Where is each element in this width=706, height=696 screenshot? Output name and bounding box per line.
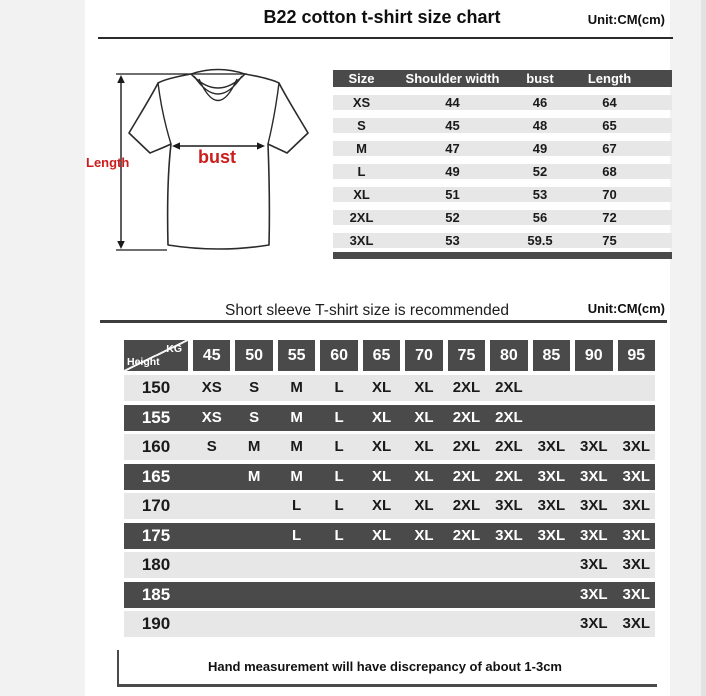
matrix-size-cell: 2XL	[495, 467, 523, 485]
matrix-weight-header-cell: 95	[618, 340, 655, 371]
matrix-size-cell: XL	[414, 526, 434, 544]
matrix-weight-header-cell: 70	[405, 340, 442, 371]
matrix-weight-header-cell: 50	[235, 340, 272, 371]
matrix-size-cell	[533, 375, 570, 401]
matrix-size-cell: XL	[414, 379, 434, 396]
matrix-size-cell	[278, 582, 315, 608]
size-table-cell: XL	[353, 187, 370, 202]
matrix-row	[124, 464, 655, 490]
matrix-size-cell	[235, 582, 272, 608]
matrix-size-cell	[405, 552, 442, 578]
right-edge-strip	[701, 0, 706, 696]
matrix-size-cell: XS	[201, 408, 222, 426]
matrix-size-cell	[533, 552, 570, 578]
matrix-weight-header-cell: 90	[575, 340, 612, 371]
matrix-size-cell	[490, 611, 527, 637]
matrix-size-cell: 3XL	[537, 467, 566, 485]
size-table-cell: S	[357, 118, 366, 133]
matrix-size-cell: XL	[371, 379, 392, 396]
matrix-weight-header-cell: 85	[533, 340, 570, 371]
size-table-cell: 48	[532, 118, 548, 133]
matrix-size-cell: L	[334, 438, 344, 455]
matrix-size-cell: 3XL	[622, 438, 651, 455]
matrix-size-cell: 3XL	[622, 467, 651, 485]
matrix-size-cell: XL	[371, 526, 392, 544]
matrix-size-cell	[405, 582, 442, 608]
size-table-row	[333, 233, 672, 248]
matrix-weight-header-cell: 45	[193, 340, 230, 371]
matrix-row	[124, 434, 655, 460]
matrix-size-cell: L	[334, 408, 344, 426]
matrix-size-cell	[193, 523, 230, 549]
size-table-footer-bar	[333, 252, 672, 259]
matrix-size-cell	[533, 582, 570, 608]
size-table-cell: 52	[532, 164, 548, 179]
matrix-size-cell: XL	[414, 497, 434, 514]
matrix-size-cell	[320, 611, 357, 637]
length-label: Length	[86, 155, 130, 170]
matrix-height-cell: 175	[141, 525, 171, 545]
matrix-size-cell: S	[249, 408, 260, 426]
size-table-header-cell: Shoulder width	[405, 71, 500, 86]
matrix-size-cell: 2XL	[452, 408, 481, 426]
unit-label-top: Unit:CM(cm)	[587, 12, 665, 27]
matrix-size-cell: L	[334, 526, 344, 544]
matrix-size-cell: 2XL	[452, 526, 481, 544]
matrix-height-cell: 165	[141, 466, 171, 486]
matrix-size-cell	[193, 582, 230, 608]
matrix-height-cell: 170	[141, 496, 171, 515]
measurement-note: Hand measurement will have discrepancy of about 1-3cm	[207, 659, 562, 674]
matrix-row	[124, 405, 655, 431]
matrix-size-cell: L	[334, 467, 344, 485]
matrix-size-cell	[363, 552, 400, 578]
size-table-cell: L	[357, 164, 366, 179]
size-table-row	[333, 210, 672, 225]
size-table-cell: 52	[445, 210, 460, 225]
matrix-height-cell: 150	[141, 378, 171, 397]
size-table-row	[333, 95, 672, 110]
matrix-size-cell: 3XL	[622, 497, 651, 514]
matrix-size-cell	[448, 552, 485, 578]
matrix-size-cell: XL	[414, 408, 434, 426]
matrix-weight-header-cell: 60	[320, 340, 357, 371]
matrix-size-cell	[193, 552, 230, 578]
matrix-size-cell: 3XL	[495, 497, 523, 514]
matrix-size-cell	[320, 552, 357, 578]
note-left-border	[117, 650, 119, 687]
matrix-size-cell	[490, 582, 527, 608]
size-table-cell: 53	[532, 187, 548, 202]
size-table-cell: 2XL	[349, 210, 374, 225]
matrix-height-cell: 185	[141, 584, 171, 604]
matrix-weight-header-cell: 55	[278, 340, 315, 371]
size-table-header-cell: Length	[587, 71, 632, 86]
size-table-row	[333, 118, 672, 133]
size-table-cell: M	[356, 141, 367, 156]
matrix-size-cell: 3XL	[580, 526, 608, 544]
size-table-header-row	[333, 70, 672, 87]
matrix-corner-kg-label: KG	[166, 343, 182, 355]
matrix-size-cell	[193, 611, 230, 637]
matrix-size-cell: 3XL	[622, 526, 651, 544]
matrix-size-cell: L	[334, 497, 344, 514]
size-table-cell: 49	[445, 164, 460, 179]
matrix-size-cell	[490, 552, 527, 578]
matrix-size-cell: XL	[371, 408, 392, 426]
matrix-size-cell: 3XL	[537, 526, 566, 544]
matrix-size-cell: XL	[414, 467, 434, 485]
matrix-size-cell	[363, 611, 400, 637]
mid-divider	[100, 320, 667, 323]
matrix-size-cell	[448, 582, 485, 608]
matrix-size-cell	[235, 523, 272, 549]
matrix-size-cell	[618, 375, 655, 401]
matrix-size-cell	[235, 552, 272, 578]
size-table-cell: 70	[602, 187, 617, 202]
matrix-row	[124, 375, 655, 401]
matrix-size-cell	[575, 405, 612, 431]
size-table-cell: 47	[445, 141, 460, 156]
matrix-size-cell	[235, 493, 272, 519]
matrix-size-cell: 3XL	[580, 438, 608, 455]
size-table-cell: 72	[602, 210, 617, 225]
bust-label: bust	[198, 147, 236, 167]
size-table-cell: 68	[602, 164, 617, 179]
matrix-size-cell	[363, 582, 400, 608]
matrix-size-cell: S	[249, 379, 260, 396]
size-table-cell: XS	[352, 95, 371, 110]
size-table-cell: 49	[532, 141, 548, 156]
matrix-size-cell	[278, 611, 315, 637]
matrix-row	[124, 552, 655, 578]
matrix-corner-height-label: Height	[127, 356, 160, 368]
matrix-size-cell: M	[290, 438, 303, 455]
matrix-size-cell: 3XL	[580, 467, 608, 485]
matrix-size-cell: XS	[201, 379, 222, 396]
matrix-size-cell: M	[290, 408, 303, 426]
matrix-size-cell: 2XL	[452, 438, 481, 455]
matrix-size-cell: 2XL	[495, 408, 523, 426]
size-table-cell: 45	[445, 118, 460, 133]
matrix-weight-header-cell: 75	[448, 340, 485, 371]
matrix-size-cell: 3XL	[580, 556, 608, 573]
size-table-cell: 53	[445, 233, 460, 248]
matrix-size-cell: 3XL	[537, 438, 566, 455]
matrix-row	[124, 493, 655, 519]
matrix-size-cell: 3XL	[622, 556, 651, 573]
size-table-header-cell: Size	[348, 71, 375, 86]
size-table-row	[333, 164, 672, 179]
matrix-size-cell: 3XL	[580, 615, 608, 632]
size-table-cell: 56	[532, 210, 548, 225]
matrix-row	[124, 582, 655, 608]
matrix-size-cell: 2XL	[495, 379, 523, 396]
size-table-row	[333, 141, 672, 156]
matrix-size-cell	[618, 405, 655, 431]
matrix-size-cell	[235, 611, 272, 637]
size-table-row	[333, 187, 672, 202]
matrix-size-cell	[193, 493, 230, 519]
matrix-size-cell: XL	[414, 438, 434, 455]
matrix-size-cell	[320, 582, 357, 608]
size-table	[333, 70, 672, 259]
matrix-size-cell: M	[290, 379, 303, 396]
page-title: B22 cotton t-shirt size chart	[263, 7, 501, 27]
matrix-size-cell: M	[290, 467, 303, 485]
matrix-size-cell: XL	[371, 438, 392, 455]
matrix-size-cell: L	[334, 379, 344, 396]
matrix-weight-header-cell: 80	[490, 340, 527, 371]
matrix-size-cell	[575, 375, 612, 401]
matrix-size-cell: 3XL	[622, 615, 651, 632]
size-table-header-cell: bust	[526, 71, 554, 86]
unit-label-mid: Unit:CM(cm)	[587, 301, 665, 316]
matrix-height-cell: 155	[141, 407, 171, 427]
height-weight-matrix	[124, 340, 655, 637]
matrix-size-cell: M	[247, 438, 261, 455]
matrix-size-cell: 3XL	[537, 497, 566, 514]
matrix-corner-cell	[124, 340, 188, 371]
size-table-cell: 3XL	[349, 233, 374, 248]
matrix-height-cell: 190	[141, 614, 171, 633]
recommendation-heading: Short sleeve T-shirt size is recommended	[225, 302, 509, 319]
matrix-row	[124, 611, 655, 637]
matrix-size-cell: L	[292, 497, 302, 514]
matrix-header-row	[124, 340, 655, 371]
size-table-cell: 65	[602, 118, 617, 133]
matrix-size-cell	[405, 611, 442, 637]
matrix-height-cell: 160	[141, 437, 171, 456]
matrix-size-cell: XL	[371, 497, 392, 514]
size-table-cell: 46	[532, 95, 548, 110]
matrix-size-cell	[278, 552, 315, 578]
matrix-size-cell: L	[292, 526, 302, 544]
size-table-cell: 64	[602, 95, 617, 110]
matrix-size-cell	[448, 611, 485, 637]
size-table-cell: 75	[602, 233, 617, 248]
note-bottom-border	[117, 684, 657, 687]
matrix-size-cell	[193, 464, 230, 490]
matrix-size-cell: S	[206, 438, 217, 455]
size-table-cell: 51	[445, 187, 460, 202]
matrix-size-cell: 2XL	[495, 438, 523, 455]
matrix-height-cell: 180	[141, 555, 171, 574]
matrix-size-cell: 2XL	[452, 467, 481, 485]
matrix-weight-header-cell: 65	[363, 340, 400, 371]
size-table-cell: 59.5	[527, 233, 553, 248]
matrix-row	[124, 523, 655, 549]
matrix-size-cell: 3XL	[495, 526, 523, 544]
matrix-size-cell: M	[247, 467, 261, 485]
matrix-size-cell: XL	[371, 467, 392, 485]
matrix-size-cell: 2XL	[452, 379, 481, 396]
top-divider	[98, 37, 673, 39]
size-table-cell: 67	[602, 141, 617, 156]
matrix-size-cell: 3XL	[622, 585, 651, 603]
matrix-size-cell	[533, 405, 570, 431]
matrix-size-cell: 2XL	[452, 497, 481, 514]
matrix-size-cell	[533, 611, 570, 637]
matrix-size-cell: 3XL	[580, 585, 608, 603]
matrix-size-cell: 3XL	[580, 497, 608, 514]
size-table-cell: 44	[445, 95, 460, 110]
